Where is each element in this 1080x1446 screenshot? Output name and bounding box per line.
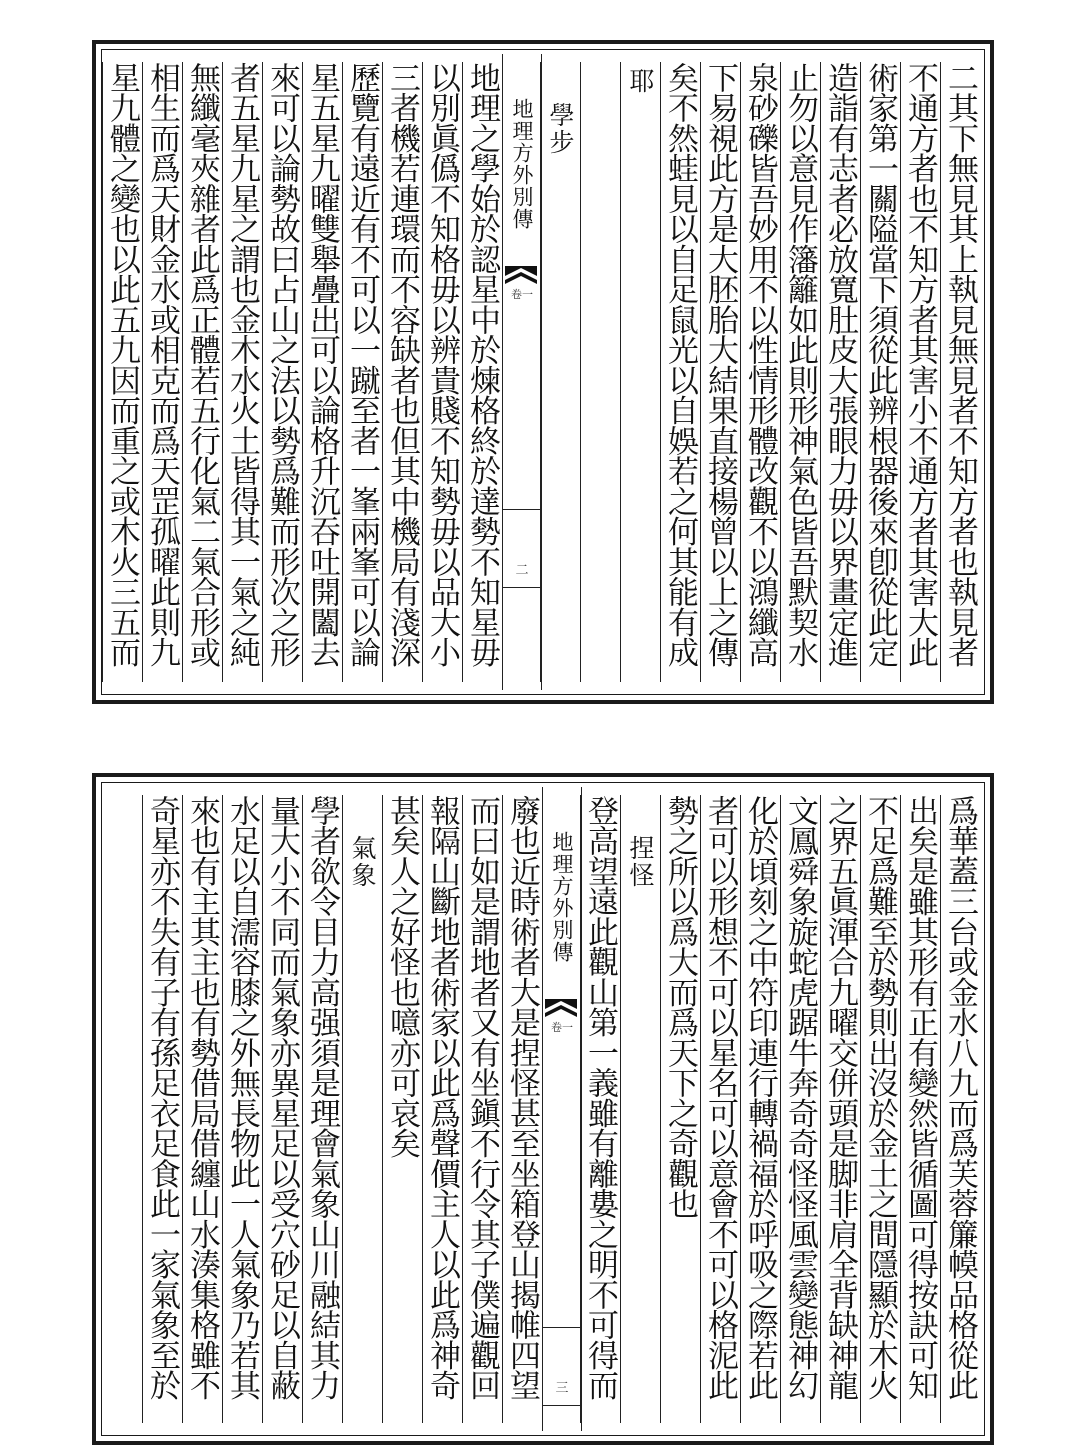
bottom-page-gutter-rule xyxy=(543,1327,581,1328)
bottom-page-section-heading: 捏怪 xyxy=(620,795,660,1423)
bottom-page-text-column: 登高望遠此觀山第一義雖有離婁之明不可得而 xyxy=(580,795,620,1423)
top-page-text-column: 歷覽有遠近有不可以一蹴至者一峯兩峯可以論 xyxy=(342,62,382,682)
top-page-text-column: 造詣有志者必放寬肚皮大張眼力毋以界畫定進 xyxy=(820,62,860,682)
bottom-page-text-column: 化於頃刻之中符印連行轉禍福於呼吸之際若此 xyxy=(740,795,780,1423)
bottom-page-running-title: 地理方外別傳 xyxy=(550,831,574,963)
bottom-page-text-frame xyxy=(106,787,980,1431)
bottom-page-text-column: 水足以自濡容膝之外無長物此一人氣象乃若其 xyxy=(222,795,262,1423)
top-page-text-column: 不通方者也不知方者其害小不通方者其害大此 xyxy=(900,62,940,682)
top-page-chapter-mark: 卷一 xyxy=(511,288,533,301)
top-page-folio-number: 二 xyxy=(515,563,529,578)
bottom-page-text-column: 學者欲令目力高强須是理會氣象山川融結其力 xyxy=(302,795,342,1423)
bottom-page-text-column: 勢之所以爲大而爲天下之奇觀也 xyxy=(660,795,700,1423)
top-page-center-gutter xyxy=(502,54,542,690)
top-page-running-title: 地理方外別傳 xyxy=(510,98,534,230)
top-page-text-column: 星九體之變也以此五九因而重之或木火三五而 xyxy=(102,62,142,682)
bottom-page-gutter-rule xyxy=(543,1405,581,1406)
bottom-page-folio-number: 三 xyxy=(555,1381,569,1396)
top-page-gutter-rule xyxy=(503,587,541,588)
bottom-page-text-column: 奇星亦不失有子有孫足衣足食此一家氣象至於 xyxy=(142,795,182,1423)
bottom-page-text-column: 甚矣人之好怪也噫亦可哀矣 xyxy=(382,795,422,1423)
top-page-text-column: 矣不然蛙見以自足鼠光以自娛若之何其能有成 xyxy=(660,62,700,682)
top-page-text-frame xyxy=(106,54,980,690)
bottom-page-text-column: 者可以形想不可以星名可以意會不可以格泥此 xyxy=(700,795,740,1423)
top-book-page xyxy=(92,40,994,704)
top-page-text-column: 泉砂礫皆吾妙用不以性情形體改觀不以鴻纖高 xyxy=(740,62,780,682)
bottom-page-text-column: 量大小不同而氣象亦異星足以受穴砂足以自蔽 xyxy=(262,795,302,1423)
bottom-page-text-column: 廢也近時術者大是捏怪甚至坐箱登山揭帷四望 xyxy=(502,795,542,1423)
top-page-text-column: 以別眞僞不知格毋以辨貴賤不知勢毋以品大小 xyxy=(422,62,462,682)
top-page-text-column: 星五星九曜雙舉疊出可以論格升沉吞吐開闔去 xyxy=(302,62,342,682)
bottom-page-text-column: 報隔山斷地者術家以此爲聲價主人以此爲神奇 xyxy=(422,795,462,1423)
top-page-text-column: 者五星九星之謂也金木水火土皆得其一氣之純 xyxy=(222,62,262,682)
top-page-text-column: 來可以論勢故曰占山之法以勢爲難而形次之形 xyxy=(262,62,302,682)
bottom-page-chapter-mark: 卷一 xyxy=(551,1021,573,1034)
top-page-section-heading: 學步 xyxy=(540,62,580,682)
bottom-page-text-column: 爲華蓋三台或金水八九而爲芙蓉簾幙品格從此 xyxy=(940,795,980,1423)
top-page-blank-column xyxy=(580,62,621,682)
bottom-page-text-column: 之界五眞渾合九曜交併頭是脚非肩全背缺神龍 xyxy=(820,795,860,1423)
bottom-page-text-column: 來也有主其主也有勢借局借纏山水湊集格雖不 xyxy=(182,795,222,1423)
top-page-text-column: 相生而爲天財金水或相克而爲天罡孤曜此則九 xyxy=(142,62,182,682)
bottom-page-center-gutter xyxy=(542,787,582,1431)
bottom-page-section-heading: 氣象 xyxy=(342,795,382,1423)
bottom-page-text-column: 文鳳舜象旋蛇虎踞牛奔奇奇怪怪風雲變態神幻 xyxy=(780,795,820,1423)
bottom-book-page xyxy=(92,773,994,1445)
top-page-text-column: 三者機若連環而不容缺者也但其中機局有淺深 xyxy=(382,62,422,682)
top-page-text-column: 地理之學始於認星中於煉格終於達勢不知星毋 xyxy=(462,62,502,682)
bottom-page-text-column: 而曰如是謂地者又有坐鎭不行令其子僕遍觀回 xyxy=(462,795,502,1423)
bottom-page-text-column: 不足爲難至於勢則出沒於金土之間隱顯於木火 xyxy=(860,795,900,1423)
top-page-text-column: 術家第一關隘當下須從此辨根器後來卽從此定 xyxy=(860,62,900,682)
bottom-page-text-column: 出矣是雖其形有正有變然皆循圖可得按訣可知 xyxy=(900,795,940,1423)
top-page-text-column: 二其下無見其上執見無見者不知方者也執見者 xyxy=(940,62,980,682)
top-page-text-column: 無纖毫夾雜者此爲正體若五行化氣二氣合形或 xyxy=(182,62,222,682)
top-page-text-column: 止勿以意見作籓籬如此則形神氣色皆吾默契水 xyxy=(780,62,820,682)
top-page-gutter-rule xyxy=(503,509,541,510)
top-page-section-heading: 耶 xyxy=(620,62,660,682)
top-page-text-column: 下易視此方是大胚胎大結果直接楊曾以上之傳 xyxy=(700,62,740,682)
